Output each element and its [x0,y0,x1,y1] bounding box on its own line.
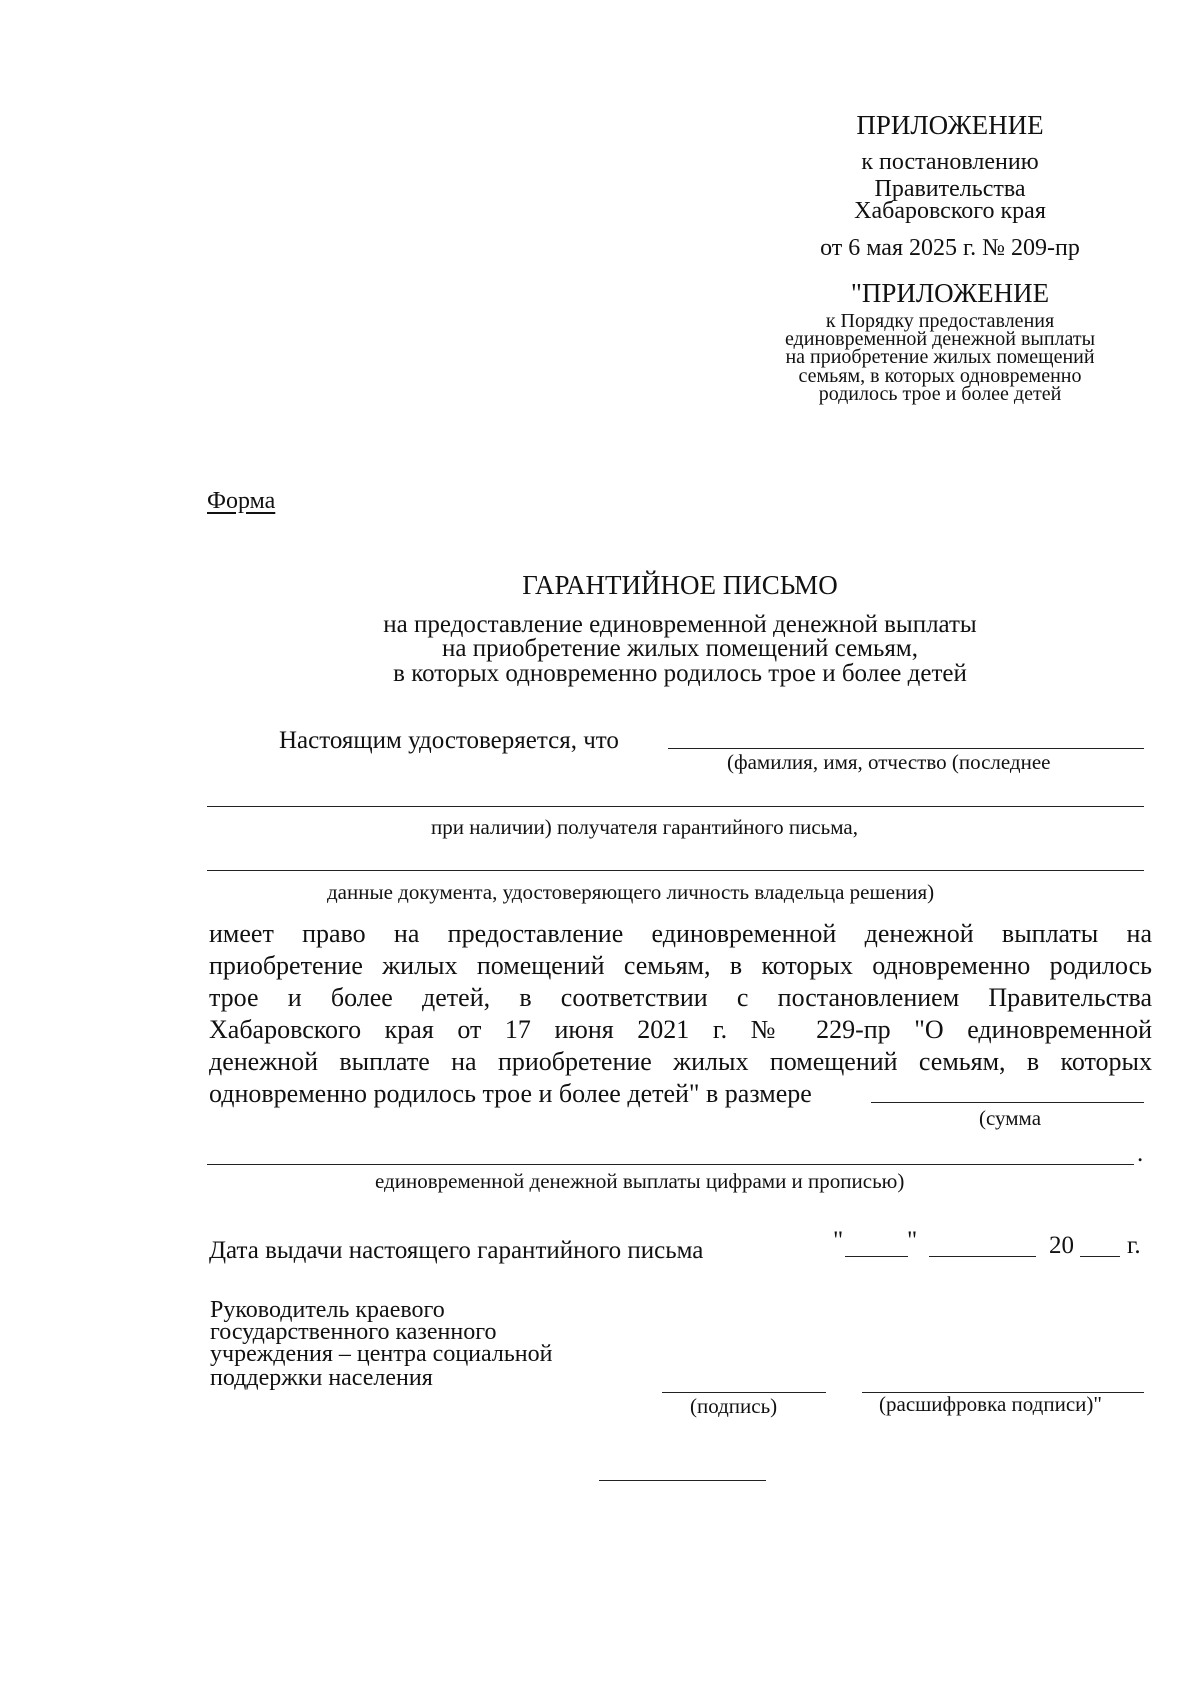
sub-appendix-line: родилось трое и более детей [818,383,1062,405]
signature-hint: (подпись) [690,1394,778,1418]
recipient-name-field-continued[interactable] [207,806,1144,807]
signature-field[interactable] [662,1392,826,1393]
amount-end-dot: . [1137,1140,1144,1167]
recipient-name-hint: (фамилия, имя, отчество (последнее [727,750,1051,774]
signer-line: Руководитель краевого [210,1297,445,1323]
certify-label: Настоящим удостоверяется, что [279,727,619,754]
signature-decode-hint: (расшифровка подписи)" [879,1392,1102,1416]
id-document-hint: данные документа, удостоверяющего личность владельца решения) [327,880,935,904]
issue-date-label: Дата выдачи настоящего гарантийного письма [209,1237,704,1264]
document-title: ГАРАНТИЙНОЕ ПИСЬМО [522,570,838,600]
date-quote-open: " [833,1227,844,1254]
document-subtitle-line: в которых одновременно родилось трое и более детей [393,660,967,687]
signer-line: поддержки населения [210,1365,433,1391]
date-year-suffix: г. [1127,1232,1141,1259]
body-line: трое и более детей, в соответствии с постановлением Правительства [209,983,1152,1012]
date-year-prefix: 20 [1049,1232,1074,1259]
sub-appendix-line: единовременной денежной выплаты [784,328,1096,350]
document-subtitle-line: на приобретение жилых помещений семьям, [442,635,918,662]
date-month-field[interactable] [929,1256,1036,1257]
amount-words-hint: единовременной денежной выплаты цифрами и прописью) [375,1169,905,1193]
appendix-line: Правительства [874,176,1026,202]
date-day-field[interactable] [845,1256,908,1257]
appendix-title: ПРИЛОЖЕНИЕ [856,110,1044,140]
closing-separator [599,1480,766,1481]
appendix-date-line: от 6 мая 2025 г. № 209-пр [820,235,1080,261]
body-line: приобретение жилых помещений семьям, в которых одновременно родилось [209,951,1152,980]
date-year-field[interactable] [1080,1256,1120,1257]
sub-appendix-line: семьям, в которых одновременно [798,365,1082,387]
signer-line: государственного казенного [210,1319,497,1345]
body-line: имеет право на предоставление единовременной денежной выплаты на [209,919,1152,948]
date-quote-close: " [907,1227,918,1254]
sub-appendix-line: на приобретение жилых помещений [785,346,1095,368]
sub-appendix-line: к Порядку предоставления [825,310,1055,332]
sub-appendix-title: "ПРИЛОЖЕНИЕ [850,278,1050,308]
form-label: Форма [207,488,276,514]
id-document-field[interactable] [207,870,1144,871]
recipient-name-field[interactable] [668,748,1144,749]
document-subtitle-line: на предоставление единовременной денежной выплаты [383,611,977,638]
amount-field[interactable] [871,1102,1144,1103]
body-line-last: одновременно родилось трое и более детей" в размере [209,1079,812,1108]
amount-hint: (сумма [979,1106,1042,1130]
signer-line: учреждения – центра социальной [210,1341,553,1367]
appendix-line: Хабаровского края [854,198,1046,224]
body-line: Хабаровского края от 17 июня 2021 г. № 229-пр "О единовременной [209,1015,1152,1044]
amount-words-field[interactable] [207,1164,1134,1165]
recipient-name-hint-continued: при наличии) получателя гарантийного письма, [431,815,858,839]
body-line: денежной выплате на приобретение жилых помещений семьям, в которых [209,1047,1152,1076]
appendix-line: к постановлению [861,149,1039,175]
